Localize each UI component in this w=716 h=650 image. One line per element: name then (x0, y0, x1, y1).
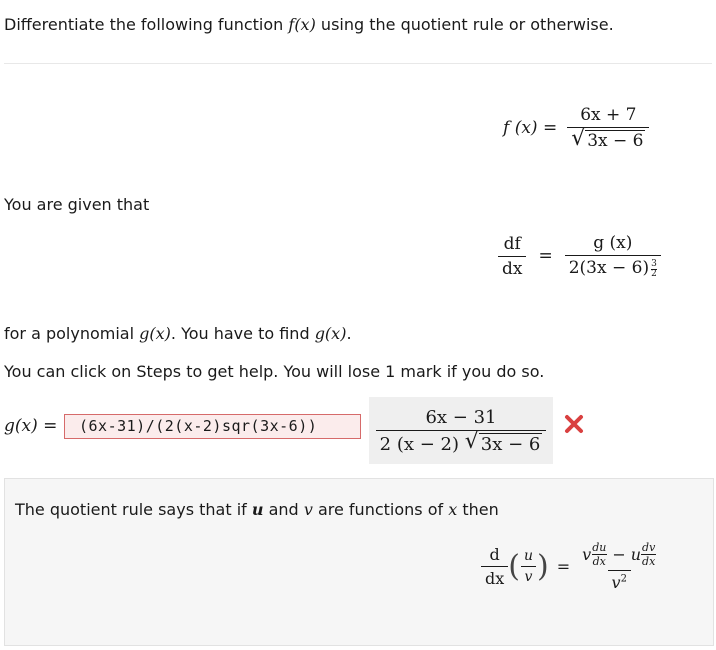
f-lhs: f (x) = (503, 118, 558, 138)
steps-help-text: You can click on Steps to get help. You will lose 1 mark if you do so. (4, 362, 545, 381)
polynomial-text (4, 324, 352, 343)
du-dx (591, 541, 607, 568)
close-paren: ) (537, 549, 549, 584)
preview-denominator (376, 430, 547, 455)
g-exp-den: 2 (651, 269, 657, 280)
answer-input[interactable]: (6x-31)/(2(x-2)sqr(3x-6)) (64, 414, 361, 439)
intro-text: Differentiate the following function (4, 15, 284, 34)
dx-denominator: dx (498, 256, 526, 279)
preview-numerator: 6x − 31 (425, 406, 497, 428)
qr-x: x (448, 500, 458, 519)
quotient-rule-text (15, 500, 499, 519)
g-denominator (565, 255, 661, 279)
intro-tail: using the quotient rule or otherwise. (320, 15, 614, 34)
function-equation (503, 105, 649, 151)
f-radicand: 3x − 6 (587, 131, 644, 151)
frac-v: v (521, 566, 537, 585)
preview-fraction (376, 407, 547, 455)
qr-text-pre: The quotient rule says that if (15, 500, 247, 519)
f-numerator: 6x + 7 (580, 105, 637, 125)
f-sqrt: √ 3x − 6 (571, 126, 644, 151)
given-text: You are given that (4, 195, 150, 214)
quotient-rule-formula (481, 541, 660, 592)
g-exponent (651, 260, 657, 279)
frac-u: u (523, 548, 534, 564)
qr-equals: = (556, 557, 571, 576)
steps-panel (4, 478, 714, 646)
dv: dv (642, 541, 656, 554)
answer-preview (369, 397, 553, 464)
qr-v: v (303, 500, 313, 519)
intro-fx: f(x) (288, 15, 316, 34)
qr-and: and (268, 500, 299, 519)
poly-mid: . You have to find (170, 324, 310, 343)
qr-u1: u (630, 545, 642, 564)
divider (4, 63, 712, 64)
poly-g: g(x) (139, 324, 171, 343)
dx2: dx (642, 555, 656, 568)
df-numerator: df (503, 233, 521, 254)
poly-end: . (346, 324, 352, 343)
qr-then: then (462, 500, 499, 519)
qr-minus: − (612, 545, 626, 564)
preview-den-pre: 2 (x − 2) (379, 433, 460, 455)
qr-v1: v (582, 545, 592, 564)
v-sq-exp: 2 (620, 573, 627, 585)
equals-sign: = (538, 246, 553, 267)
f-fraction (567, 105, 649, 151)
preview-radicand: 3x − 6 (480, 433, 541, 455)
d-dx-operator (481, 545, 508, 588)
qr-result-denominator (608, 570, 631, 592)
preview-sqrt: √ 3x − 6 (464, 428, 541, 455)
qr-u: u (251, 500, 264, 519)
qr-result-fraction (578, 541, 660, 592)
g-numerator: g (x) (593, 233, 633, 253)
incorrect-cross-icon (563, 413, 585, 435)
g-fraction (565, 233, 661, 279)
poly-g2: g(x) (314, 324, 347, 343)
question-intro (4, 15, 614, 34)
answer-label: g(x) = (4, 416, 58, 436)
g-den-base: 2(3x − 6) (568, 258, 650, 278)
qr-text-post: are functions of (317, 500, 444, 519)
qr-result-numerator (578, 541, 660, 570)
df-dx-fraction (498, 234, 526, 279)
d-symbol: d (489, 545, 500, 564)
u-over-v (520, 548, 537, 585)
du: du (592, 541, 607, 554)
open-paren: ( (508, 549, 520, 584)
dv-dx (641, 541, 656, 568)
poly-pre: for a polynomial (4, 324, 135, 343)
derivative-equation (498, 233, 661, 279)
dx-symbol: dx (481, 566, 508, 588)
g-exp-num: 3 (651, 259, 657, 270)
f-denominator (567, 127, 649, 151)
dx1: dx (592, 555, 606, 568)
v-sq-base: v (611, 573, 621, 592)
